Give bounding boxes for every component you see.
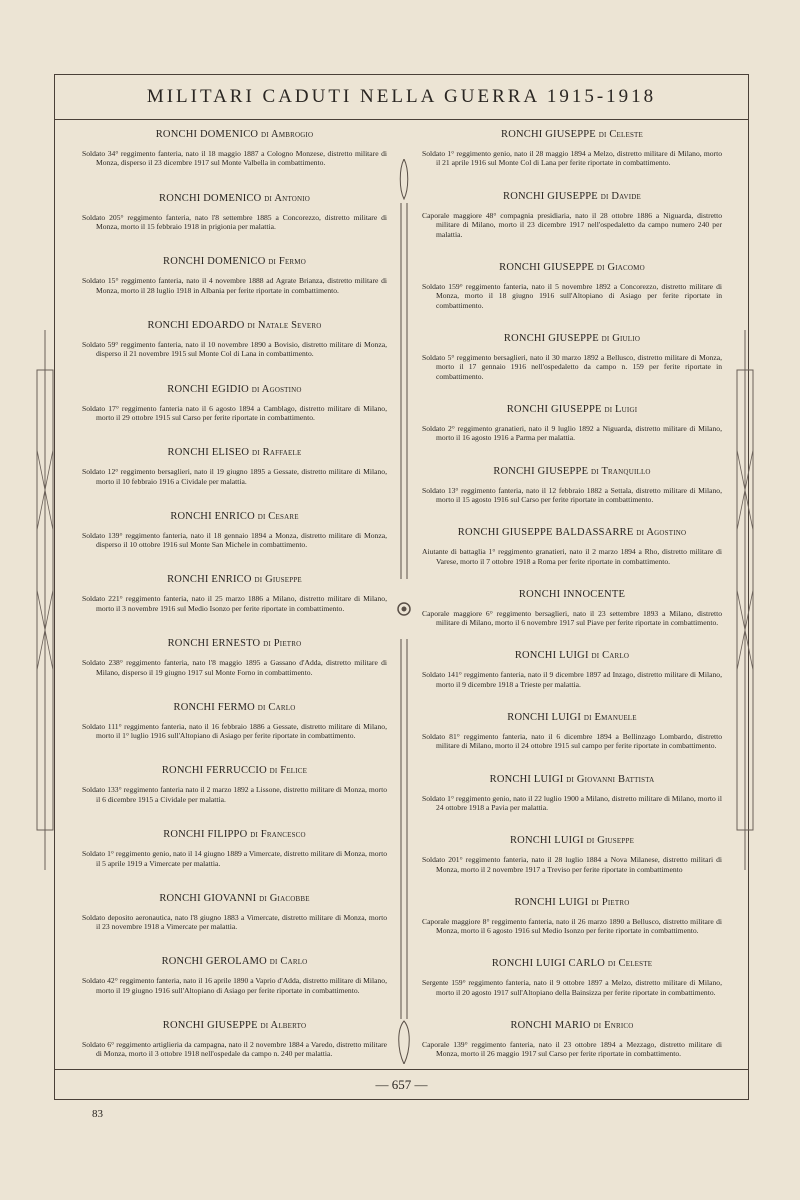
entry (422, 466, 722, 505)
entry (422, 129, 722, 168)
entry-text: Soldato 141° reggimento fanteria, nato il 9 dicembre 1897 ad Inzago, distretto militare di Milano, morto il 9 dicembre 1918 a Trieste per malattia. (422, 670, 722, 689)
entry-text: Soldato 17° reggimento fanteria nato il 6 agosto 1894 a Camblago, distretto militare di Milano, morto il 29 ottobre 1915 sul Carso per ferite riportate in combattimento. (82, 403, 387, 423)
entry-name: RONCHI GIUSEPPE di Tranquillo (493, 465, 651, 477)
entry (82, 193, 387, 232)
entry (422, 650, 722, 689)
entry-name: RONCHI ELISEO di Raffaele (167, 447, 302, 459)
entry-text: Soldato 1° reggimento genio, nato il 14 giugno 1889 a Vimercate, distretto militare di Monza, morto il 5 aprile 1919 a Vimercate per malattia. (82, 849, 387, 868)
entry-name: RONCHI GIUSEPPE di Celeste (501, 129, 643, 140)
entry (82, 638, 387, 677)
entry-text: Soldato 201° reggimento fanteria, nato il 28 luglio 1884 a Nova Milanese, distretto militari di Monza, morto il 2 novembre 1917 a Treviso per ferite riportate in combattimento (422, 855, 722, 874)
entry-name: RONCHI FERMO di Carlo (173, 701, 296, 713)
footer-rule (55, 1069, 748, 1070)
entry-text: Caporale maggiore 6° reggimento bersaglieri, nato il 23 settembre 1893 a Milano, distretto militare di Milano, morto il 6 novembre 1917 sul Piave per ferite riportate in combattimento. (422, 608, 722, 628)
entry-name: RONCHI LUIGI di Emanuele (507, 711, 637, 723)
entry (422, 333, 722, 381)
entry-name: RONCHI GIUSEPPE di Giulio (503, 332, 641, 344)
entry-name: RONCHI LUIGI di Giuseppe (509, 835, 635, 847)
entry-name: RONCHI GIUSEPPE di Davide (503, 190, 641, 202)
entry-text: Aiutante di battaglia 1° reggimento granatieri, nato il 2 marzo 1894 a Rho, distretto militare di Varese, morto il 7 ottobre 1918 a Roma per ferite riportate in combattimento. (422, 547, 722, 566)
entry (82, 320, 387, 359)
entry (82, 829, 387, 868)
entry (422, 404, 722, 443)
entry (82, 384, 387, 423)
entry-text: Soldato 59° reggimento fanteria, nato il 10 novembre 1890 a Bovisio, distretto militare di Monza, disperso il 21 novembre 1915 sul Monte Col di Lana in combattimento. (82, 339, 387, 359)
entry-text: Soldato 205° reggimento fanteria, nato l'8 settembre 1885 a Concorezzo, distretto militare di Monza, morto il 15 febbraio 1918 in prigionia per malattia. (82, 212, 387, 232)
entry-name: RONCHI EGIDIO di Agostino (167, 383, 302, 395)
entry-text: Caporale maggiore 48° compagnia presidiaria, nato il 28 ottobre 1886 a Niguarda, distretto militare di Milano, morto il 23 dicembre 1917 nell'ospedaletto da campo numero 240 per malattia. (422, 210, 722, 239)
entry (82, 702, 387, 741)
entry-name: RONCHI DOMENICO di Fermo (163, 256, 306, 268)
entry-name: RONCHI DOMENICO di Ambrogio (155, 129, 314, 140)
entry (422, 191, 722, 239)
entry-name: RONCHI DOMENICO di Antonio (159, 192, 310, 204)
entry-text: Soldato deposito aeronautica, nato l'8 giugno 1883 a Vimercate, distretto militare di Monza, morto il 23 novembre 1918 a Vimercate per malattia. (82, 912, 387, 932)
entry-name: RONCHI MARIO di Enrico (510, 1019, 634, 1031)
entry-name: RONCHI LUIGI di Pietro (514, 896, 630, 908)
right-column (422, 129, 722, 1059)
entry (422, 835, 722, 874)
entry-text: Soldato 42° reggimento fanteria, nato il 16 aprile 1890 a Vaprio d'Adda, distretto militare di Milano, morto il 19 giugno 1916 sull'Altopiano di Asiago per ferite riportate in combattimento. (82, 976, 387, 995)
entry-text: Caporale maggiore 8° reggimento fanteria, nato il 26 marzo 1890 a Bellusco, distretto militare di Monza, morto il 6 agosto 1916 sul Medio Isonzo per ferite riportate in combattimento. (422, 916, 722, 936)
entry-name: RONCHI ERNESTO di Pietro (167, 638, 302, 650)
entry-text: Soldato 238° reggimento fanteria, nato l'8 maggio 1895 a Gassano d'Adda, distretto militare di Milano, disperso il 19 giugno 1917 sul Monte Forno in combattimento. (82, 658, 387, 677)
entry (82, 1020, 387, 1059)
entry-name: RONCHI GIUSEPPE BALDASSARRE di Agostino (457, 527, 687, 539)
entry (82, 129, 387, 168)
entry (422, 589, 722, 628)
left-margin-ornament (34, 330, 56, 870)
entry-text: Soldato 159° reggimento fanteria, nato il 5 novembre 1892 a Concorezzo, distretto militare di Monza, morto il 18 giugno 1916 sull'Altopiano di Asiago per ferite riportate in combattimento. (422, 281, 722, 310)
entry-name: RONCHI GEROLAMO di Carlo (161, 956, 308, 968)
entry-text: Soldato 2° reggimento granatieri, nato il 9 luglio 1892 a Niguarda, distretto militare di Milano, morto il 16 agosto 1916 a Parma per malattia. (422, 423, 722, 443)
entry-text: Soldato 133° reggimento fanteria nato il 2 marzo 1892 a Lissone, distretto militare di Monza, morto il 6 dicembre 1915 a Cividale per malattia. (82, 785, 387, 804)
page-number: — 657 — (375, 1077, 428, 1092)
entry-name: RONCHI FERRUCCIO di Felice (161, 765, 308, 777)
entry (82, 511, 387, 550)
sheet-number: 83 (92, 1108, 103, 1120)
entry (82, 574, 387, 613)
entry-text: Soldato 111° reggimento fanteria, nato il 16 febbraio 1886 a Gessate, distretto militare di Milano, morto il 1° luglio 1916 sull'Altopiano di Asiago per ferite riportate in combattimento. (82, 721, 387, 741)
entry-text: Soldato 1° reggimento genio, nato il 22 luglio 1900 a Milano, distretto militare di Milano, morto il 24 ottobre 1918 a Pavia per malattia. (422, 793, 722, 813)
entry (422, 712, 722, 751)
entry-text: Soldato 34° reggimento fanteria, nato il 18 maggio 1887 a Cologno Monzese, distretto militare di Monza, disperso il 23 dicembre 1917 sul Monte Valbella in combattimento. (82, 149, 387, 168)
left-column (82, 129, 387, 1059)
entry-text: Soldato 139° reggimento fanteria, nato il 18 gennaio 1894 a Monza, distretto militare di Monza, disperso il 10 ottobre 1916 sul Monte San Michele in combattimento. (82, 530, 387, 550)
entry (82, 893, 387, 932)
entry-name: RONCHI GIUSEPPE di Luigi (506, 403, 638, 415)
entry (422, 527, 722, 566)
entry-name: RONCHI EDOARDO di Natale Severo (147, 319, 322, 331)
entry-name: RONCHI GIOVANNI di Giacobbe (159, 892, 310, 904)
entry (422, 897, 722, 936)
entry-text: Soldato 13° reggimento fanteria, nato il 12 febbraio 1882 a Settala, distretto militare di Milano, morto il 15 agosto 1916 sul Carso per ferite riportate in combattimento. (422, 485, 722, 504)
entry-text: Soldato 221° reggimento fanteria, nato il 25 marzo 1886 a Milano, distretto militare di Milano, morto il 3 novembre 1916 sul Medio Isonzo per ferite riportate in combattimento. (82, 594, 387, 613)
entry-text: Soldato 5° reggimento bersaglieri, nato il 30 marzo 1892 a Bellusco, distretto militare di Monza, morto il 17 gennaio 1916 nell'ospedaletto da campo n. 159 per ferite riportate in combattimento. (422, 352, 722, 381)
page-header (55, 75, 748, 120)
entry-text: Soldato 12° reggimento bersaglieri, nato il 19 giugno 1895 a Gessate, distretto militare di Milano, morto il 10 febbraio 1916 a Cividale per malattia. (82, 467, 387, 486)
entry-name: RONCHI LUIGI di Giovanni Battista (489, 773, 655, 785)
entry-text: Caporale 139° reggimento fanteria, nato il 23 ottobre 1894 a Mezzago, distretto militare di Monza, morto il 26 maggio 1917 sul Carso per ferite riportate in combattimento. (422, 1039, 722, 1059)
entry-name: RONCHI LUIGI di Carlo (514, 650, 630, 662)
entry-text: Soldato 6° reggimento artiglieria da campagna, nato il 2 novembre 1884 a Varedo, distretto militare di Monza, morto il 3 ottobre 1918 nell'ospedale da campo n. 240 per malattia. (82, 1039, 387, 1059)
entry-text: Soldato 81° reggimento fanteria, nato il 6 dicembre 1894 a Bellinzago Lombardo, distretto militare di Milano, morto il 24 ottobre 1915 sul campo per ferite riportate in combattimento. (422, 731, 722, 751)
page-frame (54, 74, 749, 1100)
entry (422, 958, 722, 997)
entry (422, 774, 722, 813)
entry (82, 447, 387, 486)
entry (422, 262, 722, 310)
page-title: MILITARI CADUTI NELLA GUERRA 1915-1918 (146, 86, 657, 107)
entry-text: Soldato 15° reggimento fanteria, nato il 4 novembre 1888 ad Agrate Brianza, distretto militare di Monza, morto il 28 luglio 1918 in Albania per ferite riportate in combattimento. (82, 276, 387, 295)
entry-text: Sergente 159° reggimento fanteria, nato il 9 ottobre 1897 a Melzo, distretto militare di Milano, morto il 20 agosto 1917 sull'Altopiano della Bainsizza per ferite riportate in combattimento. (422, 978, 722, 997)
entry-text: Soldato 1° reggimento genio, nato il 28 maggio 1894 a Melzo, distretto militare di Milano, morto il 21 aprile 1916 sul Monte Col di Lana per ferite riportate in combattimento. (422, 149, 722, 168)
entry-name: RONCHI ENRICO di Cesare (170, 510, 299, 522)
entry-name: RONCHI ENRICO di Giuseppe (167, 574, 302, 586)
entry-name: RONCHI GIUSEPPE di Giacomo (499, 261, 645, 273)
entry-name: RONCHI INNOCENTE (518, 588, 626, 600)
column-divider-ornament (397, 159, 411, 1064)
entry-name: RONCHI LUIGI CARLO di Celeste (491, 958, 653, 970)
entry-name: RONCHI FILIPPO di Francesco (163, 829, 306, 841)
entry (82, 956, 387, 995)
entry (422, 1020, 722, 1059)
right-margin-ornament (734, 330, 756, 870)
entry-name: RONCHI GIUSEPPE di Alberto (162, 1019, 307, 1031)
entry (82, 765, 387, 804)
entry (82, 256, 387, 295)
